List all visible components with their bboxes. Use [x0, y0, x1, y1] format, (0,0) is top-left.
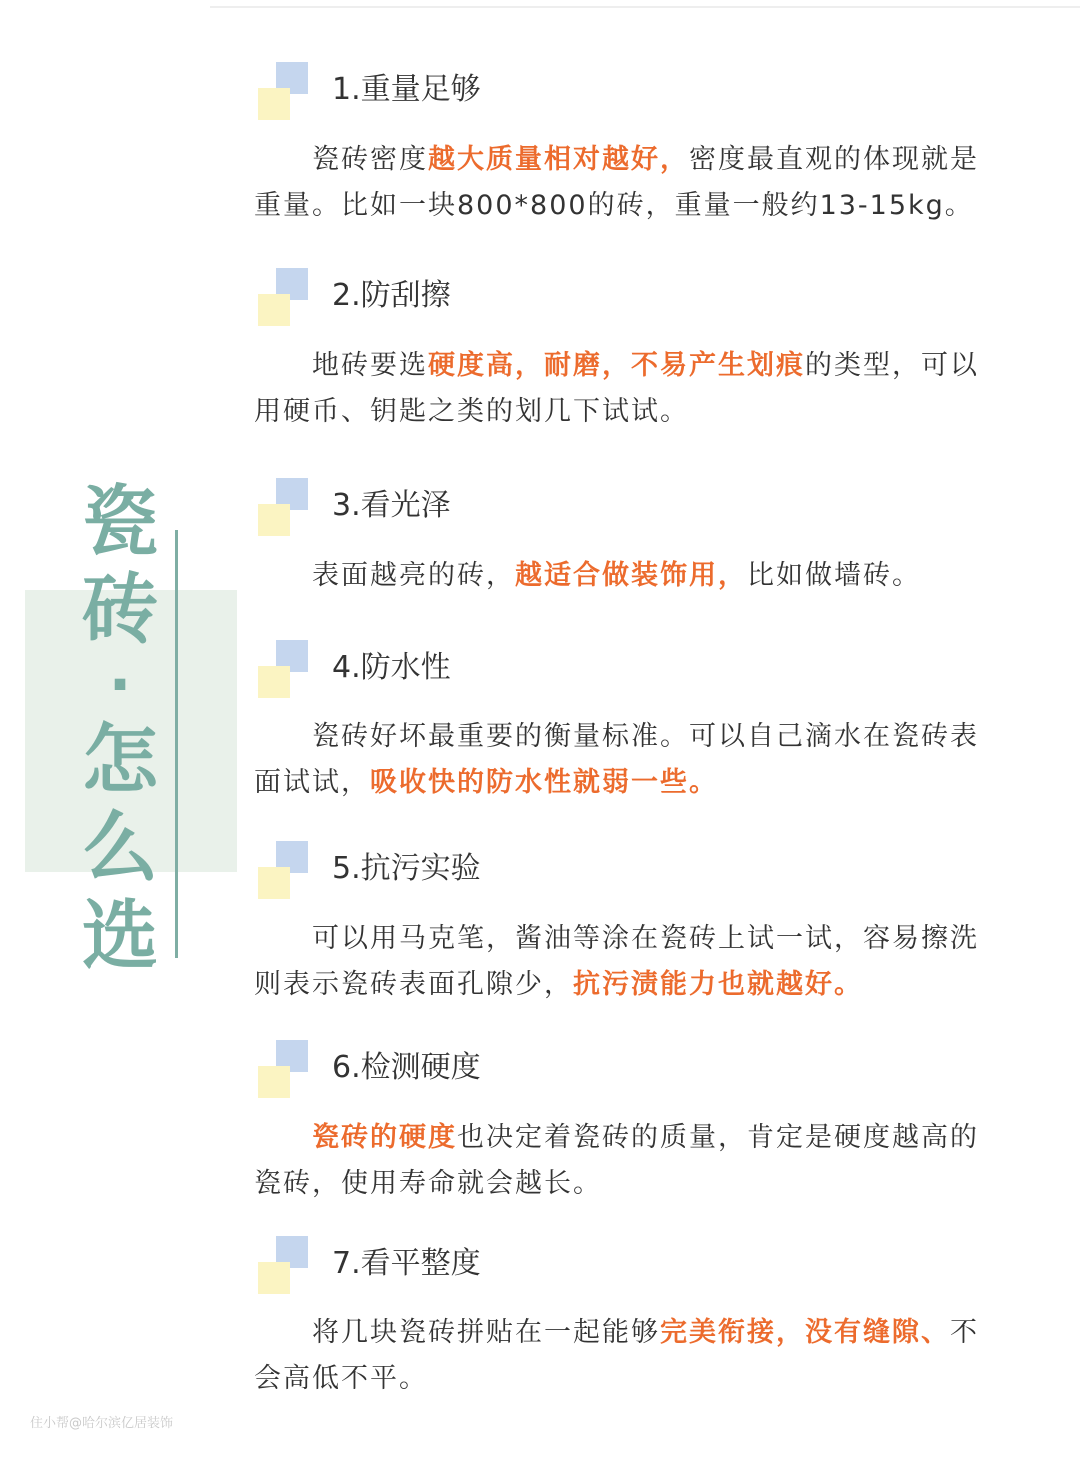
section-title: 2.防刮擦: [332, 278, 451, 313]
body-text: 用硬币、钥匙之类的划几下试试。: [254, 396, 689, 427]
highlight-text: 抗污渍能力也就越好。: [573, 969, 863, 1000]
section-3-body: [254, 553, 1040, 599]
body-text: 表面越亮的砖，: [312, 560, 515, 591]
section-5-body: [254, 916, 1040, 1008]
section-title: 4.防水性: [332, 650, 451, 685]
section-4-body: [254, 714, 1040, 806]
body-text: 则表示瓷砖表面孔隙少，: [254, 969, 573, 1000]
title-char: 砖: [82, 565, 158, 654]
body-text: 瓷砖，使用寿命就会越长。: [254, 1168, 602, 1199]
body-text: 重量。比如一块800*800的砖，重量一般约13-15kg。: [254, 190, 974, 221]
section-5-heading: [258, 841, 1058, 901]
highlight-text: 吸收快的防水性就弱一些。: [370, 767, 718, 798]
section-6-body: [254, 1115, 1040, 1207]
body-text: 可以用马克笔，酱油等涂在瓷砖上试一试，容易擦洗: [312, 923, 979, 954]
yellow-square-icon: [258, 504, 290, 536]
section-2-heading: [258, 268, 1058, 328]
title-char: 么: [82, 803, 158, 892]
highlight-text: 越适合做装饰用，: [515, 560, 747, 591]
body-text: 瓷砖好坏最重要的衡量标准。可以自己滴水在瓷砖表: [312, 721, 979, 752]
body-text: 瓷砖密度: [312, 144, 428, 175]
section-3-heading: [258, 478, 1058, 538]
yellow-square-icon: [258, 1262, 290, 1294]
body-text: 会高低不平。: [254, 1363, 428, 1394]
section-7-heading: [258, 1236, 1058, 1296]
section-title: 5.抗污实验: [332, 851, 481, 886]
section-7-body: [254, 1310, 1040, 1402]
top-divider: [210, 6, 1080, 8]
title-char: 选: [82, 891, 158, 980]
yellow-square-icon: [258, 294, 290, 326]
body-text: 面试试，: [254, 767, 370, 798]
section-4-heading: [258, 640, 1058, 700]
section-title: 7.看平整度: [332, 1246, 481, 1281]
title-vertical-line: [175, 530, 178, 958]
yellow-square-icon: [258, 666, 290, 698]
watermark: 住小帮@哈尔滨亿居装饰: [30, 1416, 174, 1431]
yellow-square-icon: [258, 867, 290, 899]
highlight-text: 瓷砖的硬度: [312, 1122, 457, 1153]
section-title: 3.看光泽: [332, 488, 451, 523]
section-2-body: [254, 343, 1040, 435]
section-6-heading: [258, 1040, 1058, 1100]
section-title: 1.重量足够: [332, 72, 481, 107]
section-1-body: [254, 137, 1040, 229]
highlight-text: 完美衔接，没有缝隙、: [660, 1317, 950, 1348]
body-text: 地砖要选: [312, 350, 428, 381]
title-char: 怎: [82, 715, 158, 804]
body-text: 将几块瓷砖拼贴在一起能够: [312, 1317, 660, 1348]
body-text: 的类型，可以: [805, 350, 979, 381]
section-title: 6.检测硬度: [332, 1050, 481, 1085]
section-1-heading: [258, 62, 1058, 122]
body-text: 也决定着瓷砖的质量，肯定是硬度越高的: [457, 1122, 979, 1153]
title-char: 瓷: [82, 477, 158, 566]
title-separator: ·: [108, 650, 132, 720]
highlight-text: 越大质量相对越好，: [428, 144, 689, 175]
body-text: 密度最直观的体现就是: [689, 144, 979, 175]
body-text: 不: [950, 1317, 979, 1348]
yellow-square-icon: [258, 88, 290, 120]
body-text: 比如做墙砖。: [747, 560, 921, 591]
vertical-title: [72, 478, 168, 980]
highlight-text: 硬度高，耐磨，不易产生划痕: [428, 350, 805, 381]
yellow-square-icon: [258, 1066, 290, 1098]
